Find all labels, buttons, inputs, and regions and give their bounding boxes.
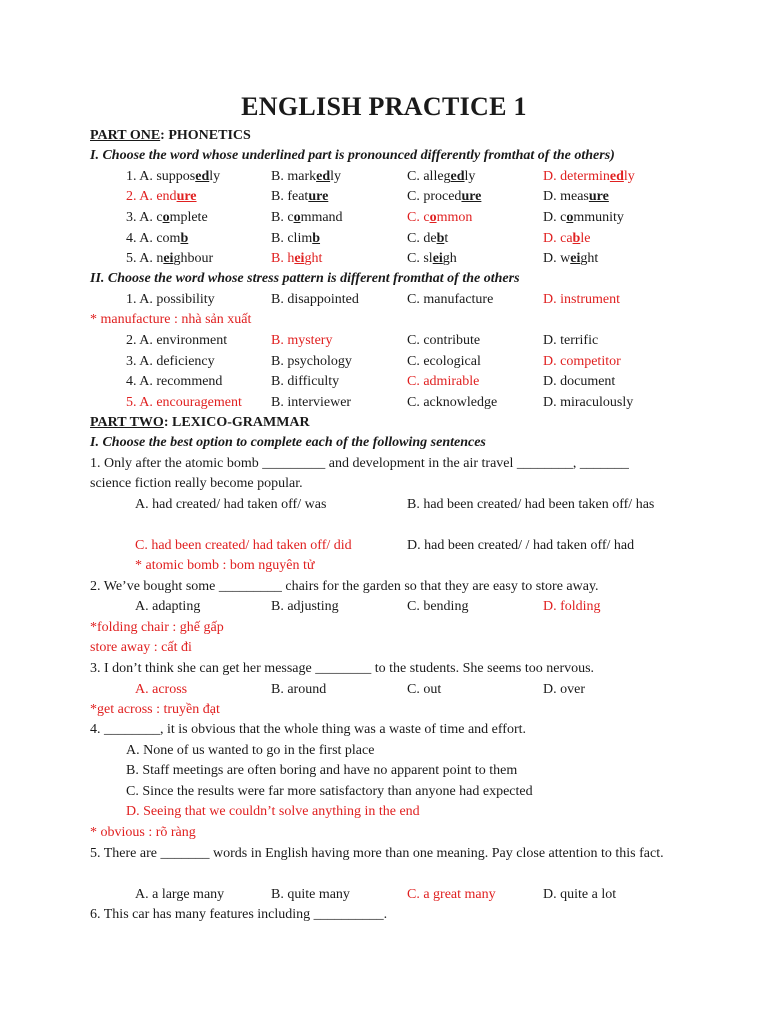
option-text: D. c [543, 210, 567, 225]
option-b [271, 187, 328, 207]
option-b [271, 229, 320, 249]
option-b: B. had been created/ had been taken off/ has [407, 497, 655, 512]
option-a: 4. A. recommend [126, 374, 223, 389]
option-d: D. instrument [543, 292, 620, 307]
stress-instruction: II. Choose the word whose stress pattern is different fromthat of the others [90, 271, 520, 286]
part-one-heading [90, 126, 698, 146]
option-d [543, 208, 624, 228]
underlined-sound: ei [163, 251, 174, 266]
phonetics-question-row [0, 187, 768, 207]
option-c [407, 208, 472, 228]
underlined-sound: ure [176, 189, 197, 204]
underlined-sound: ed [609, 169, 624, 184]
phonetics-question-row [0, 208, 768, 228]
option-b: B. mystery [271, 333, 333, 348]
option-d: D. had been created/ / had taken off/ had [407, 538, 635, 553]
option-text-rest: mmon [436, 210, 473, 225]
option-row [0, 680, 768, 700]
page-title: ENGLISH PRACTICE 1 [241, 92, 527, 121]
option-text-rest: mplete [169, 210, 208, 225]
underlined-sound: o [566, 210, 574, 225]
question-2-stem: 2. We’ve bought some _________ chairs for the garden so that they are easy to store away. [90, 579, 599, 594]
question-5-stem: 5. There are _______ words in English having more than one meaning. Pay close attention to this fact. [90, 846, 664, 861]
option-b: B. difficulty [271, 374, 340, 389]
option-b: B. interviewer [271, 395, 352, 410]
option-row [0, 597, 768, 617]
question-2-note-2: store away : cất đi [90, 640, 192, 655]
option-a: A. had created/ had taken off/ was [135, 497, 327, 512]
part-two-topic: : LEXICO-GRAMMAR [163, 415, 310, 430]
option-b [271, 249, 322, 269]
option-d: D. quite a lot [543, 887, 617, 902]
option-d: D. over [543, 682, 585, 697]
question-3-note: *get across : truyền đạt [90, 702, 220, 717]
option-text: C. alleg [407, 169, 451, 184]
underlined-sound: b [436, 231, 445, 246]
option-text: 1. A. suppos [126, 169, 196, 184]
underlined-sound: ed [450, 169, 465, 184]
option-text-rest: ly [464, 169, 476, 184]
underlined-sound: ure [588, 189, 609, 204]
option-c [407, 187, 481, 207]
option-a: 1. A. possibility [126, 292, 215, 307]
option-d: D. folding [543, 599, 601, 614]
option-text-rest: ghbour [173, 251, 214, 266]
option-b: B. quite many [271, 887, 350, 902]
option-c: C. ecological [407, 354, 481, 369]
option-text: C. de [407, 231, 437, 246]
option-c: C. had been created/ had taken off/ did [135, 538, 352, 553]
option-c: C. admirable [407, 374, 480, 389]
option-c: C. acknowledge [407, 395, 498, 410]
option-c: C. contribute [407, 333, 481, 348]
question-4-option-b: B. Staff meetings are often boring and have no apparent point to them [126, 763, 518, 778]
option-c: C. bending [407, 599, 469, 614]
option-text: 4. A. com [126, 231, 181, 246]
option-d: D. document [543, 374, 616, 389]
question-1-stem-cont: science fiction really become popular. [90, 476, 303, 491]
option-d [543, 187, 609, 207]
option-b: B. around [271, 682, 327, 697]
part-one-label: PART ONE [90, 128, 161, 143]
option-text-rest: t [444, 231, 449, 246]
phonetics-instruction: I. Choose the word whose underlined part is pronounced differently fromthat of the others) [90, 148, 615, 163]
phonetics-question-row [0, 249, 768, 269]
question-4-stem: 4. ________, it is obvious that the whole thing was a waste of time and effort. [90, 722, 527, 737]
option-c [407, 167, 475, 187]
option-text: B. clim [271, 231, 313, 246]
option-text-rest: ly [209, 169, 221, 184]
underlined-sound: ei [294, 251, 305, 266]
option-c: C. manufacture [407, 292, 494, 307]
option-text-rest: gh [442, 251, 457, 266]
option-text: C. proced [407, 189, 462, 204]
option-text: B. h [271, 251, 295, 266]
option-text-rest: mmand [300, 210, 343, 225]
option-b: B. psychology [271, 354, 352, 369]
option-a [126, 229, 188, 249]
option-text-rest: le [580, 231, 591, 246]
underlined-sound: ed [195, 169, 210, 184]
option-text: D. meas [543, 189, 589, 204]
question-1-options-cd [0, 536, 768, 556]
option-row [0, 290, 768, 310]
part-one-topic: : PHONETICS [160, 128, 251, 143]
option-row [0, 372, 768, 392]
option-d [543, 249, 598, 269]
question-4-note: * obvious : rõ ràng [90, 825, 196, 840]
option-text: C. sl [407, 251, 433, 266]
option-b: B. adjusting [271, 599, 339, 614]
underlined-sound: ei [570, 251, 581, 266]
question-6-stem: 6. This car has many features including __________. [90, 907, 388, 922]
option-row [0, 393, 768, 413]
question-3-stem: 3. I don’t think she can get her message ________ to the students. She seems too nervous. [90, 661, 595, 676]
option-d: D. miraculously [543, 395, 634, 410]
underlined-sound: o [429, 210, 437, 225]
underlined-sound: ure [308, 189, 329, 204]
option-text-rest: mmunity [573, 210, 624, 225]
option-c [407, 229, 448, 249]
option-a [126, 208, 208, 228]
question-1-stem: 1. Only after the atomic bomb _________ and development in the air travel ________, _______ [90, 456, 629, 471]
underlined-sound: o [293, 210, 301, 225]
question-4-option-a: A. None of us wanted to go in the first place [126, 743, 375, 758]
option-text: D. determin [543, 169, 610, 184]
option-a: A. adapting [135, 599, 201, 614]
question-2-note-1: *folding chair : ghế gấp [90, 620, 224, 635]
option-text-rest: ght [304, 251, 323, 266]
option-text: D. w [543, 251, 571, 266]
part-two-label: PART TWO [90, 415, 164, 430]
option-b [271, 167, 341, 187]
option-d: D. terrific [543, 333, 599, 348]
option-a: 5. A. encouragement [126, 395, 242, 410]
question-1-options-ab [0, 495, 768, 515]
option-text: C. c [407, 210, 430, 225]
underlined-sound: ure [461, 189, 482, 204]
option-row [0, 352, 768, 372]
option-text: 5. A. n [126, 251, 164, 266]
option-text: 2. A. end [126, 189, 177, 204]
option-a [126, 167, 220, 187]
option-text: 3. A. c [126, 210, 163, 225]
option-a [126, 187, 197, 207]
option-a: 3. A. deficiency [126, 354, 215, 369]
option-b [271, 208, 343, 228]
option-text: B. mark [271, 169, 317, 184]
option-text-rest: ly [330, 169, 341, 184]
part-two-heading [90, 413, 698, 433]
option-text: D. ca [543, 231, 573, 246]
option-b: B. disappointed [271, 292, 359, 307]
question-4-option-c: C. Since the results were far more satisfactory than anyone had expected [126, 784, 533, 799]
underlined-sound: b [180, 231, 189, 246]
option-text: B. feat [271, 189, 309, 204]
vocab-note: * manufacture : nhà sản xuất [90, 312, 252, 327]
option-text-rest: ly [623, 169, 635, 184]
option-d: D. competitor [543, 354, 621, 369]
option-a: 2. A. environment [126, 333, 228, 348]
phonetics-question-row [0, 167, 768, 187]
option-d [543, 167, 635, 187]
underlined-sound: ed [316, 169, 331, 184]
underlined-sound: b [572, 231, 581, 246]
option-text: B. c [271, 210, 294, 225]
option-row [0, 885, 768, 905]
underlined-sound: b [312, 231, 321, 246]
option-a [126, 249, 213, 269]
question-1-note: * atomic bomb : bom nguyên tử [135, 558, 315, 573]
underlined-sound: ei [432, 251, 443, 266]
phonetics-question-row [0, 229, 768, 249]
option-a: A. a large many [135, 887, 225, 902]
question-4-option-d: D. Seeing that we couldn’t solve anything in the end [126, 804, 420, 819]
grammar-instruction: I. Choose the best option to complete each of the following sentences [90, 435, 486, 450]
option-text-rest: ght [580, 251, 599, 266]
option-row [0, 331, 768, 351]
option-d [543, 229, 590, 249]
option-c: C. a great many [407, 887, 496, 902]
option-a: A. across [135, 682, 188, 697]
option-c: C. out [407, 682, 442, 697]
option-c [407, 249, 457, 269]
underlined-sound: o [162, 210, 170, 225]
